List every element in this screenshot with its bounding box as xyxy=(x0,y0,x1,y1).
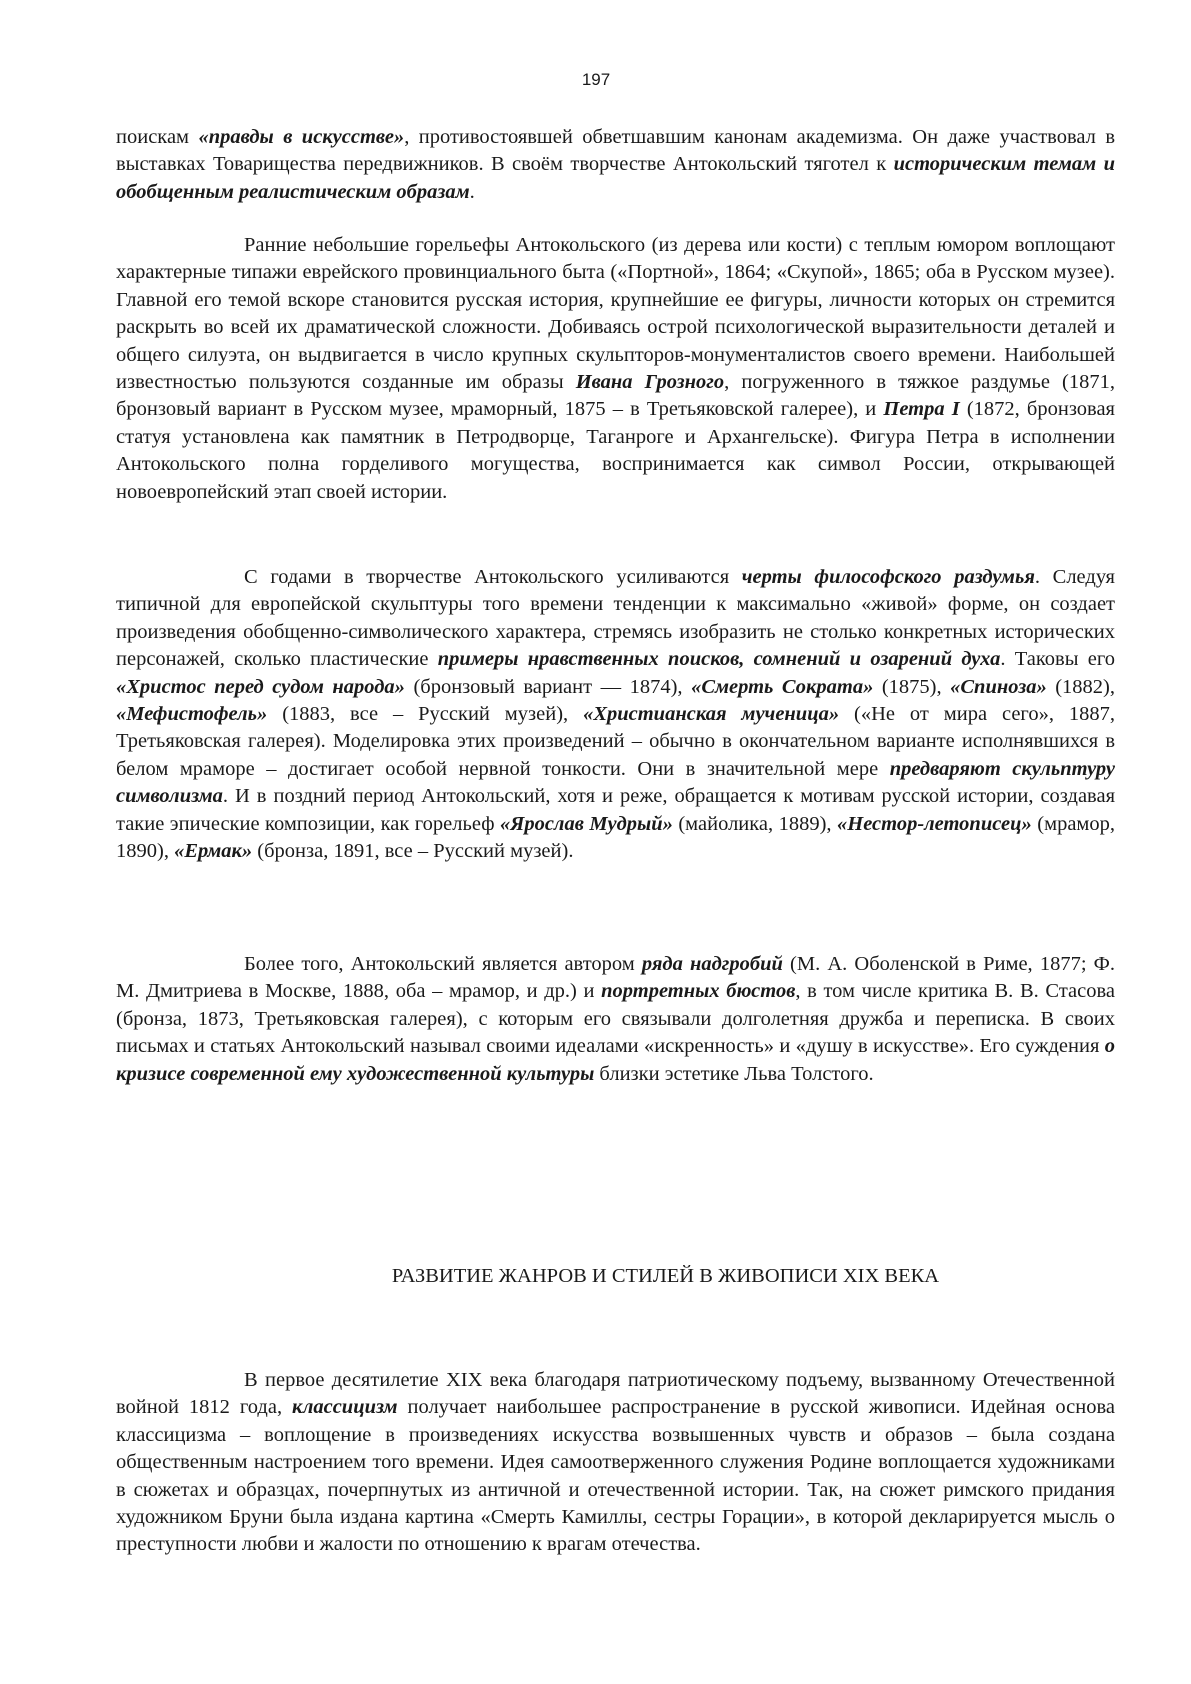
emphasized-phrase: историческим темам и обобщенным реалистическим образам xyxy=(116,153,1115,203)
paragraph-early-reliefs: Ранние небольшие горельефы Антокольского (из дерева или кости) с теплым юмором воплощают характерные типажи еврейского провинциального быта («Портной», 1864; «Скупой», 1865; оба в Русском музее). Главной его темой вскоре становится русская история, крупнейшие ее фигуры, личности которых он стремится раскрыть во всей их драматической сложности. Добиваясь острой психологической выразительности деталей и общего силуэта, он выдвигается в число крупных скульпторов-монументалистов своего времени. Наибольшей известностью пользуются созданные им образы Ивана Грозного, погруженного в тяжкое раздумье (1871, бронзовый вариант в Русском музее, мраморный, 1875 – в Третьяковской галерее), и Петра I (1872, бронзовая статуя установлена как памятник в Петродворце, Таганроге и Архангельске). Фигура Петра в исполнении Антокольского полна горделивого могущества, воспринимается как символ России, открывающей новоевропейский этап своей истории. xyxy=(116,234,1115,503)
emphasized-phrase: ряда надгробий xyxy=(641,953,783,975)
paragraph-philosophical-period: С годами в творчестве Антокольского усиливаются черты философского раздумья. Следуя типичной для европейской скульптуры того времени тенденции к максимально «живой» форме, он создает произведения обобщенно-символического характера, стремясь изобразить не столько конкретных исторических персонажей, сколько пластические примеры нравственных поисков, сомнений и озарений духа. Таковы его «Христос перед судом народа» (бронзовый вариант — 1874), «Смерть Сократа» (1875), «Спиноза» (1882), «Мефистофель» (1883, все – Русский музей), «Христианская мученица» («Не от мира сего», 1887, Третьяковская галерея). Моделировка этих произведений – обычно в окончательном варианте исполнявшихся в белом мраморе – достигает особой нервной тонкости. Они в значительной мере предваряют скульптуру символизма. И в поздний период Антокольский, хотя и реже, обращается к мотивам русской истории, создавая такие эпические композиции, как горельеф «Ярослав Мудрый» (майолика, 1889), «Нестор-летописец» (мрамор, 1890), «Ермак» (бронза, 1891, все – Русский музей). xyxy=(116,566,1116,863)
emphasized-phrase: предваряют скульптуру символизма xyxy=(116,757,1115,808)
paragraph-continuation: поискам «правды в искусстве», противостоявшей обветшавшим канонам академизма. Он даже участвовал в выставках Товарищества передвижников. В своём творчестве Антокольский тяготел к историческим темам и обобщенным реалистическим образам. xyxy=(116,126,1115,203)
emphasized-phrase: черты философского раздумья xyxy=(741,566,1035,588)
emphasized-phrase: «Смерть Сократа» xyxy=(691,675,874,698)
emphasized-phrase: Петра I xyxy=(883,398,960,421)
section-heading: РАЗВИТИЕ ЖАНРОВ И СТИЛЕЙ В ЖИВОПИСИ XIX ВЕКА xyxy=(391,1265,940,1287)
paragraph-classicism: В первое десятилетие XIX века благодаря патриотическому подъему, вызванному Отечественной войной 1812 года, классицизм получает наибольшее распространение в русской живописи. Идейная основа классицизма – воплощение в произведениях искусства возвышенных чувств и образов – была создана общественным настроением того времени. Идея самоотверженного служения Родине воплощается художниками в сюжетах и образцах, почерпнутых из античной и отечественной истории. Так, на сюжет римского придания художником Бруни была издана картина «Смерть Камиллы, сестры Горации», в которой декларируется мысль о преступности любви и жалости по отношению к врагам отечества. xyxy=(116,1369,1115,1556)
emphasized-phrase: «Ярослав Мудрый» xyxy=(499,812,673,835)
emphasized-phrase: портретных бюстов xyxy=(601,980,796,1003)
emphasized-phrase: «Ермак» xyxy=(174,840,253,863)
emphasized-phrase: «Мефистофель» xyxy=(116,703,268,726)
paragraph-tombstones-busts: Более того, Антокольский является автором ряда надгробий (М. А. Оболенской в Риме, 1877; Ф. М. Дмитриева в Москве, 1888, оба – мрамор, и др.) и портретных бюстов, в том числе критика В. В. Стасова (бронза, 1873, Третьяковская галерея), с которым его связывали долголетняя дружба и переписка. В своих письмах и статьях Антокольский называл своими идеалами «искренность» и «душу в искусстве». Его суждения о кризисе современной ему художественной культуры близки эстетике Льва Толстого. xyxy=(116,953,1115,1085)
emphasized-phrase: «Нестор-летописец» xyxy=(837,812,1032,835)
emphasized-phrase: «Спиноза» xyxy=(950,675,1047,698)
emphasized-phrase: «правды в искусстве» xyxy=(198,126,405,148)
document-page xyxy=(116,0,1115,1684)
emphasized-phrase: «Христос перед судом народа» xyxy=(116,675,405,698)
emphasized-phrase: классицизм xyxy=(292,1396,398,1419)
page-number: 197 xyxy=(581,70,611,89)
emphasized-phrase: Ивана Грозного xyxy=(575,371,725,394)
emphasized-phrase: о кризисе современной ему художественной культуры xyxy=(116,1035,1115,1085)
emphasized-phrase: примеры нравственных поисков, сомнений и озарений духа xyxy=(437,648,1001,671)
emphasized-phrase: «Христианская мученица» xyxy=(583,703,840,726)
